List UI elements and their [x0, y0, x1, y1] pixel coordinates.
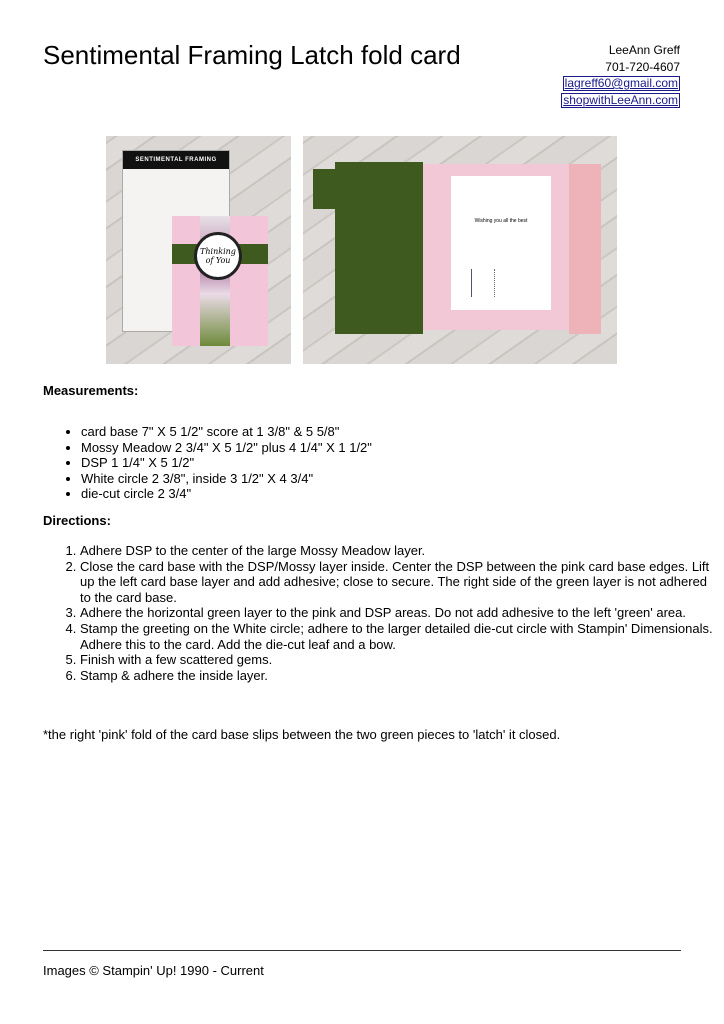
list-item: • Mossy Meadow 2 3/4" X 5 1/2" plus 4 1/4" X 1 1/2": [81, 440, 721, 456]
card-inside-photo: [303, 136, 617, 364]
inside-layer: [451, 176, 551, 310]
list-item: 4. Stamp the greeting on the White circle; adhere to the larger detailed die-cut circle with Stampin' Dimensionals. Adhere this to the card. Add the die-cut leaf and a bow.: [80, 621, 720, 652]
page-title: Sentimental Framing Latch fold card: [43, 40, 461, 70]
list-item: 1. Adhere DSP to the center of the large Mossy Meadow layer.: [80, 543, 720, 559]
website-link[interactable]: shopwithLeeAnn.com: [563, 92, 678, 107]
stamp-set-label: SENTIMENTAL FRAMING: [123, 151, 229, 169]
list-item: • die-cut circle 2 3/4": [81, 486, 721, 502]
list-item: 3. Adhere the horizontal green layer to the pink and DSP areas. Do not add adhesive to the left 'green' area.: [80, 605, 720, 621]
list-item: • card base 7" X 5 1/2" score at 1 3/8" & 5 5/8": [81, 424, 721, 440]
list-item: 6. Stamp & adhere the inside layer.: [80, 668, 720, 684]
lavender-stamp: [471, 269, 495, 297]
pink-flap: [569, 164, 601, 334]
measurements-heading: Measurements:: [43, 383, 139, 398]
card-front-photo: [106, 136, 291, 364]
footer-copyright: Images © Stampin' Up! 1990 - Current: [43, 963, 264, 978]
list-item: 2. Close the card base with the DSP/Mossy layer inside. Center the DSP between the pink card base edges. Lift up the left card base layer and add adhesive; close to secure. The right side of the green layer is not adhered to the card base.: [80, 559, 720, 606]
list-item: • White circle 2 3/8", inside 3 1/2" X 4 3/4": [81, 471, 721, 487]
list-item: • DSP 1 1/4" X 5 1/2": [81, 455, 721, 471]
author-name: LeeAnn Greff: [608, 43, 680, 57]
latch-note: *the right 'pink' fold of the card base slips between the two green pieces to 'latch' it closed.: [43, 727, 561, 742]
contact-block: [561, 42, 680, 108]
inside-greeting: Wishing you all the best: [474, 218, 528, 224]
measurements-list: [43, 424, 721, 502]
directions-heading: Directions:: [43, 513, 111, 528]
email-link[interactable]: lagreff60@gmail.com: [564, 76, 678, 90]
phone: 701-720-4607: [605, 59, 680, 74]
front-greeting: Thinking of You: [200, 247, 236, 265]
list-item: 5. Finish with a few scattered gems.: [80, 652, 720, 668]
greeting-circle: [194, 232, 242, 280]
directions-list: [43, 543, 720, 683]
green-panel: [335, 162, 423, 334]
footer-divider: [43, 950, 681, 951]
